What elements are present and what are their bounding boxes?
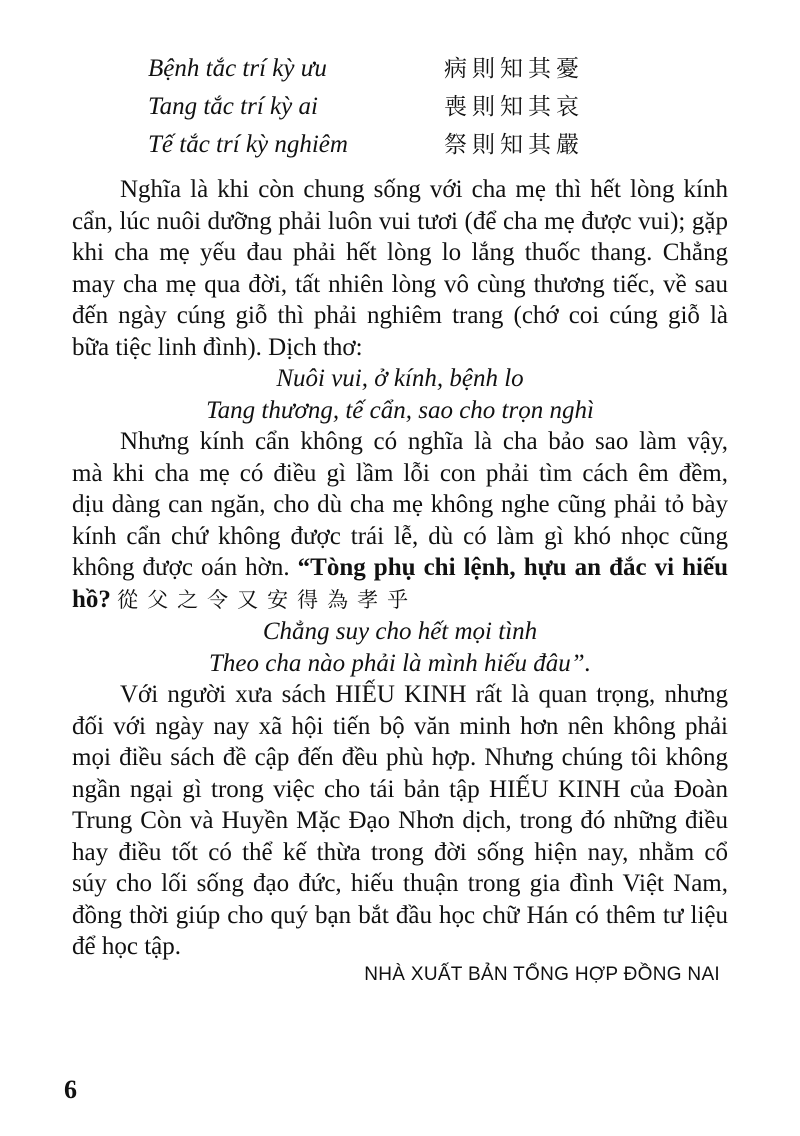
text-line: mà khi cha mẹ có điều gì lầm lỗi con phải tìm cách êm đềm,	[72, 459, 728, 487]
text-line: cẩn, lúc nuôi dưỡng phải luôn vui tươi (để cha mẹ được vui); gặp	[72, 207, 728, 235]
paragraph-3	[72, 679, 728, 963]
text-line: đến ngày cúng giỗ thì phải nghiêm trang (chớ coi cúng giỗ là	[72, 302, 728, 329]
verse-viet: Tang tắc trí kỳ ai	[148, 93, 318, 120]
text-line: Trung Còn và Huyền Mặc Đạo Nhơn dịch, trong đó những điều	[72, 807, 728, 834]
text-line: Nghĩa là khi còn chung sống với cha mẹ thì hết lòng kính	[120, 176, 728, 203]
poem-translation-2	[72, 616, 728, 679]
text-line: khi cha mẹ yếu đau phải hết lòng lo lắng thuốc thang. Chẳng	[72, 239, 728, 266]
text-line: Nhưng kính cẩn không có nghĩa là cha bảo sao làm vậy,	[120, 428, 728, 455]
verse-row	[148, 126, 608, 164]
text-line: kính cẩn chứ không được trái lễ, dù có làm gì khó nhọc cũng	[72, 522, 728, 550]
verse-row	[148, 88, 608, 126]
verse-viet: Tế tắc trí kỳ nghiêm	[148, 131, 348, 158]
quote-bold: “Tòng phụ chi lệnh, hựu an đắc vi hiếu	[297, 554, 728, 581]
paragraph-2	[72, 426, 728, 616]
text-line: may cha mẹ qua đời, tất nhiên lòng vô cùng thương tiếc, về sau	[72, 270, 728, 298]
quote-bold: hồ?	[72, 585, 111, 613]
text-line	[72, 584, 728, 617]
page-number: 6	[64, 1075, 77, 1104]
verse-han: 喪則知其哀	[444, 94, 584, 120]
text-line	[72, 552, 728, 584]
han-quote: 從父之令又安得為孝乎	[117, 587, 418, 612]
text-plain: không được oán hờn.	[72, 554, 298, 581]
poem-line: Theo cha nào phải là mình hiếu đâu”.	[209, 649, 591, 677]
text-line: bữa tiệc linh đình). Dịch thơ:	[72, 333, 363, 361]
opening-verse	[148, 50, 608, 164]
text-line: hay điều tốt có thể kế thừa trong đời sống hiện nay, nhằm cổ	[72, 838, 728, 866]
verse-row	[148, 50, 608, 88]
publisher-signature: NHÀ XUẤT BẢN TỔNG HỢP ĐỒNG NAI	[364, 964, 720, 985]
text-line: Với người xưa sách HIẾU KINH rất là quan trọng, nhưng	[120, 681, 728, 708]
poem-line: Chẳng suy cho hết mọi tình	[262, 618, 538, 645]
verse-viet: Bệnh tắc trí kỳ ưu	[148, 55, 327, 82]
text-line: súy cho lối sống đạo đức, hiếu thuận trong gia đình Việt Nam,	[72, 870, 728, 897]
verse-han: 病則知其憂	[444, 56, 584, 82]
paragraph-1	[72, 174, 728, 363]
text-line: dịu dàng can ngăn, cho dù cha mẹ không nghe cũng phải tỏ bày	[72, 491, 728, 518]
text-line: đồng thời giúp cho quý bạn bắt đầu học chữ Hán có thêm tư liệu	[72, 901, 728, 929]
text-line: để học tập.	[72, 933, 181, 960]
text-line: ngần ngại gì trong việc cho tái bản tập HIẾU KINH của Đoàn	[72, 775, 728, 803]
text-line: mọi điều sách đề cập đến đều phù hợp. Nhưng chúng tôi không	[72, 744, 728, 771]
verse-han: 祭則知其嚴	[444, 132, 584, 158]
poem-line: Nuôi vui, ở kính, bệnh lo	[276, 365, 524, 392]
poem-translation-1	[72, 363, 728, 426]
text-line: đối với ngày nay xã hội tiến bộ văn minh hơn nên không phải	[72, 712, 728, 740]
poem-line: Tang thương, tế cẩn, sao cho trọn nghì	[206, 396, 594, 424]
